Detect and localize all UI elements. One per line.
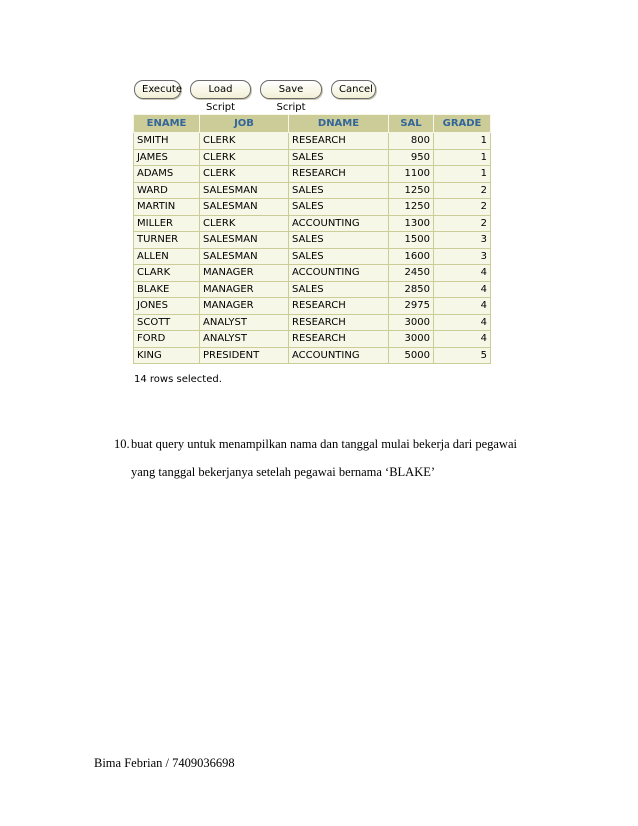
cell-ename: MILLER xyxy=(134,215,200,232)
cell-job: ANALYST xyxy=(200,314,289,331)
cell-grade: 3 xyxy=(434,232,491,249)
cell-sal: 950 xyxy=(389,149,434,166)
cell-dname: SALES xyxy=(289,248,389,265)
cell-dname: RESEARCH xyxy=(289,298,389,315)
table-row xyxy=(134,133,491,150)
cell-dname: RESEARCH xyxy=(289,331,389,348)
cell-job: SALESMAN xyxy=(200,182,289,199)
cell-grade: 1 xyxy=(434,166,491,183)
load-script-button[interactable]: Load Script xyxy=(190,80,251,99)
cell-grade: 4 xyxy=(434,281,491,298)
question-block xyxy=(114,430,554,486)
table-row xyxy=(134,232,491,249)
cell-ename: WARD xyxy=(134,182,200,199)
cell-grade: 2 xyxy=(434,215,491,232)
table-row xyxy=(134,265,491,282)
cell-grade: 2 xyxy=(434,199,491,216)
cell-dname: ACCOUNTING xyxy=(289,347,389,364)
cell-job: SALESMAN xyxy=(200,248,289,265)
cell-dname: ACCOUNTING xyxy=(289,215,389,232)
cell-sal: 5000 xyxy=(389,347,434,364)
cell-dname: SALES xyxy=(289,199,389,216)
cell-job: ANALYST xyxy=(200,331,289,348)
cell-job: SALESMAN xyxy=(200,232,289,249)
cell-grade: 2 xyxy=(434,182,491,199)
cell-job: MANAGER xyxy=(200,281,289,298)
cell-grade: 1 xyxy=(434,149,491,166)
column-header-grade: GRADE xyxy=(434,115,491,133)
question-number: 10. xyxy=(114,437,130,451)
cell-sal: 3000 xyxy=(389,331,434,348)
table-row xyxy=(134,166,491,183)
cell-grade: 4 xyxy=(434,314,491,331)
cell-ename: FORD xyxy=(134,331,200,348)
cell-grade: 4 xyxy=(434,298,491,315)
question-line-1 xyxy=(114,430,554,458)
column-header-sal: SAL xyxy=(389,115,434,133)
save-script-button[interactable]: Save Script xyxy=(260,80,322,99)
toolbar xyxy=(134,80,376,113)
cell-job: CLERK xyxy=(200,215,289,232)
cell-job: CLERK xyxy=(200,149,289,166)
cell-job: PRESIDENT xyxy=(200,347,289,364)
cell-job: SALESMAN xyxy=(200,199,289,216)
column-header-dname: DNAME xyxy=(289,115,389,133)
table-header-row xyxy=(134,115,491,133)
cell-ename: SMITH xyxy=(134,133,200,150)
table-row xyxy=(134,199,491,216)
cell-sal: 1300 xyxy=(389,215,434,232)
cell-ename: SCOTT xyxy=(134,314,200,331)
cell-job: CLERK xyxy=(200,166,289,183)
cell-job: MANAGER xyxy=(200,298,289,315)
results-table xyxy=(133,114,491,364)
cell-sal: 1250 xyxy=(389,199,434,216)
table-row xyxy=(134,347,491,364)
cell-job: MANAGER xyxy=(200,265,289,282)
question-text-line-1: buat query untuk menampilkan nama dan tanggal mulai bekerja dari pegawai xyxy=(131,437,517,451)
rows-selected-status: 14 rows selected. xyxy=(134,374,222,385)
cancel-button[interactable]: Cancel xyxy=(331,80,376,99)
cell-ename: ALLEN xyxy=(134,248,200,265)
column-header-ename: ENAME xyxy=(134,115,200,133)
cell-dname: SALES xyxy=(289,182,389,199)
cell-sal: 2850 xyxy=(389,281,434,298)
table-row xyxy=(134,281,491,298)
execute-button[interactable]: Execute xyxy=(134,80,181,99)
column-header-job: JOB xyxy=(200,115,289,133)
cell-sal: 2975 xyxy=(389,298,434,315)
cell-ename: KING xyxy=(134,347,200,364)
cell-dname: SALES xyxy=(289,149,389,166)
cell-sal: 1600 xyxy=(389,248,434,265)
page-footer: Bima Febrian / 7409036698 xyxy=(94,756,235,770)
question-text-line-2: yang tanggal bekerjanya setelah pegawai bernama ‘BLAKE’ xyxy=(131,465,436,479)
cell-ename: JONES xyxy=(134,298,200,315)
cell-ename: MARTIN xyxy=(134,199,200,216)
table-row xyxy=(134,182,491,199)
cell-grade: 5 xyxy=(434,347,491,364)
cell-dname: SALES xyxy=(289,281,389,298)
table-row xyxy=(134,215,491,232)
table-row xyxy=(134,314,491,331)
cell-job: CLERK xyxy=(200,133,289,150)
table-row xyxy=(134,331,491,348)
cell-grade: 1 xyxy=(434,133,491,150)
table-body xyxy=(134,133,491,364)
cell-grade: 4 xyxy=(434,265,491,282)
cell-dname: RESEARCH xyxy=(289,314,389,331)
cell-sal: 1250 xyxy=(389,182,434,199)
cell-dname: SALES xyxy=(289,232,389,249)
cell-sal: 1100 xyxy=(389,166,434,183)
cell-ename: CLARK xyxy=(134,265,200,282)
cell-dname: RESEARCH xyxy=(289,133,389,150)
table-row xyxy=(134,248,491,265)
cell-dname: RESEARCH xyxy=(289,166,389,183)
cell-grade: 4 xyxy=(434,331,491,348)
table-row xyxy=(134,149,491,166)
cell-ename: BLAKE xyxy=(134,281,200,298)
cell-ename: ADAMS xyxy=(134,166,200,183)
cell-grade: 3 xyxy=(434,248,491,265)
cell-sal: 1500 xyxy=(389,232,434,249)
cell-ename: JAMES xyxy=(134,149,200,166)
cell-sal: 3000 xyxy=(389,314,434,331)
cell-sal: 2450 xyxy=(389,265,434,282)
cell-sal: 800 xyxy=(389,133,434,150)
table-row xyxy=(134,298,491,315)
cell-ename: TURNER xyxy=(134,232,200,249)
cell-dname: ACCOUNTING xyxy=(289,265,389,282)
